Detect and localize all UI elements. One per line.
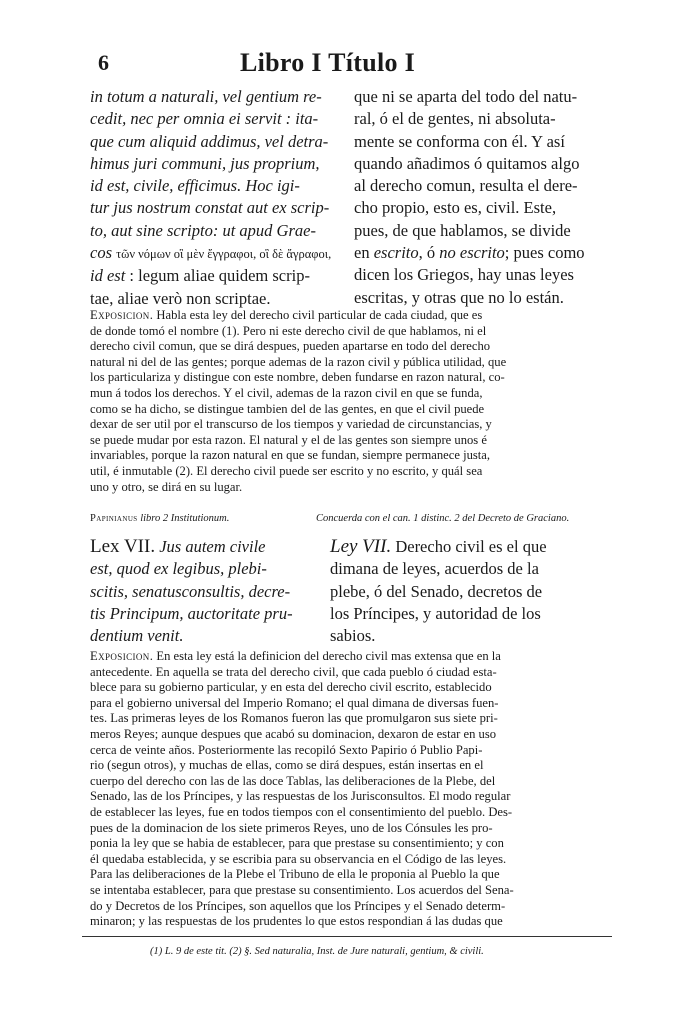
ley-first-line <box>330 536 547 558</box>
commentary-line: los particulariza y distingue con este nombre, deben fundarse en razon natural, co- <box>90 370 505 385</box>
commentary-line: dexar de ser util por el transcurso de los tiempos y variedad de circunstancias, y <box>90 417 492 432</box>
latin-line: cedit, nec per omnia ei servit : ita- <box>90 109 319 129</box>
commentary-line: meros Reyes; aunque despues que acabó su dominacion, dexaron de estar en uso <box>90 726 497 741</box>
commentary-first-line <box>90 649 514 665</box>
ley-line: dimana de leyes, acuerdos de la <box>330 559 539 579</box>
commentary-line: de establecer las leyes, fue en todos tiempos con el consentimiento del pueblo. Des- <box>90 804 513 819</box>
spanish-italic-escrito: escrito <box>373 243 419 263</box>
latin-line: tur jus nostrum constat aut ex scrip- <box>90 198 330 218</box>
spanish-line: quando añadimos ó quitamos algo <box>354 153 580 173</box>
commentary-line: Senado, las de los Príncipes, y las respuestas de los Jurisconsultos. El modo regular <box>90 789 511 804</box>
latin-column <box>90 86 331 310</box>
ley-line: sabios. <box>330 626 376 646</box>
commentary-line: minaron; y las respuestas de los prudentes lo que estos respondian á las dudas que <box>90 914 503 929</box>
spanish-fragment: , ó <box>418 243 436 263</box>
spanish-line <box>354 242 585 264</box>
latin-line: in totum a naturali, vel gentium re- <box>90 87 322 106</box>
lex-heading: Lex VII. <box>90 536 156 557</box>
commentary-line: antecedente. En aquella se trata del derecho civil, que cada pueblo ó ciudad esta- <box>90 664 497 679</box>
lex-line: dentium venit. <box>90 626 184 646</box>
commentary-line: util, é inmutable (2). El derecho civil puede ser escrito y no escrito, y quál sea <box>90 463 483 478</box>
spanish-column <box>354 86 585 309</box>
spanish-italic-no-escrito: no escrito <box>439 243 505 263</box>
spanish-fragment: en <box>354 243 370 263</box>
commentary-line: derecho civil comun, que se dirá despues, pueden apartarse en todo del derecho <box>90 339 491 354</box>
commentary-line: como se ha dicho, se distingue tambien del de las gentes, en que el civil puede <box>90 401 485 416</box>
footnote-divider <box>82 936 612 937</box>
spanish-line: que ni se aparta del todo del natu- <box>354 87 578 106</box>
latin-greek-line <box>90 242 331 265</box>
lex-line: est, quod ex legibus, plebi- <box>90 559 267 579</box>
latin-line <box>90 265 331 287</box>
commentary-line: para el gobierno universal del Imperio Romano; el qual dimana de diversas fuen- <box>90 695 499 710</box>
commentary-line: cerca de veinte años. Posteriormente las recopiló Sexto Papirio ó Publio Papi- <box>90 742 483 757</box>
lex-vii-latin <box>90 536 293 647</box>
commentary-line: invariables, porque la razon natural en que se fundan, siempre permanece justa, <box>90 448 491 463</box>
latin-id-est: id est <box>90 266 126 286</box>
commentary-line: mun á todos los derechos. Y el civil, ademas de la razon civil en que se funda, <box>90 385 483 400</box>
greek-phrase: τῶν νόμων οἳ μὲν ἔγγραφοι, οἳ δὲ ἄγραφοι, <box>116 247 332 262</box>
commentary-line: cuerpo del derecho con las de las doce Tablas, las deliberaciones de la Plebe, del <box>90 773 496 788</box>
commentary-line: pues de la dominacion de los siete primeros Reyes, uno de los Cónsules les pro- <box>90 820 493 835</box>
source-author: Papinianus <box>90 513 138 524</box>
latin-line: himus juri communi, jus proprium, <box>90 153 320 173</box>
lex-first-line <box>90 536 293 558</box>
exposicion-label: Exposicion. <box>90 649 154 663</box>
commentary-text: Habla esta ley del derecho civil particular de cada ciudad, que es <box>156 308 483 322</box>
lex-line: scitis, senatusconsultis, decre- <box>90 581 291 601</box>
commentary-line: rio (segun otros), y muchas de ellas, como se dirá despues, están insertas en el <box>90 758 484 773</box>
page-number: 6 <box>98 50 109 75</box>
ley-heading: Ley VII. <box>330 536 392 557</box>
commentary-line: ponia la ley que se habia de establecer, para que prestase su consentimiento; y con <box>90 836 504 851</box>
commentary-line: do y Decretos de los Príncipes, son aquellos que los Príncipes y el Senado determ- <box>90 898 506 913</box>
ley-line: los Príncipes, y autoridad de los <box>330 603 541 623</box>
source-papinianus <box>90 513 229 524</box>
lex-line: tis Principum, auctoritate pru- <box>90 603 293 623</box>
spanish-line: dicen los Griegos, hay unas leyes <box>354 265 574 285</box>
latin-line: que cum aliquid addimus, vel detra- <box>90 131 329 151</box>
commentary-line: de donde tomó el nombre (1). Pero ni este derecho civil de que hablamos, ni el <box>90 323 487 338</box>
spanish-line: ral, ó el de gentes, ni absoluta- <box>354 109 556 129</box>
commentary-1 <box>90 308 506 495</box>
spanish-line: mente se conforma con él. Y así <box>354 131 565 151</box>
spanish-line: pues, de que hablamos, se divide <box>354 220 571 240</box>
latin-greek-prefix: cos <box>90 243 112 263</box>
latin-line: tae, aliae verò non scriptae. <box>90 288 271 308</box>
commentary-line: se puede mudar por esta razon. El natural y el de las gentes son siempre unos é <box>90 432 487 447</box>
lex-text: Jus autem civile <box>159 537 266 556</box>
commentary-line: tes. Las primeras leyes de los Romanos fueron las que promulgaron sus siete pri- <box>90 711 498 726</box>
exposicion-label: Exposicion. <box>90 308 154 322</box>
spanish-fragment: ; pues como <box>504 243 585 263</box>
commentary-2 <box>90 649 514 930</box>
commentary-line: natural ni del de las gentes; porque ademas de la razon civil y pública utilidad, que <box>90 354 507 369</box>
commentary-line: Para las deliberaciones de la Plebe el Tribuno de ella le proponia al Pueblo la que <box>90 867 500 882</box>
latin-line: id est, civile, efficimus. Hoc igi- <box>90 176 300 196</box>
commentary-line: se intentaba establecer, para que prestase su consentimiento. Los acuerdos del Sena- <box>90 882 514 897</box>
latin-line-roman: : legum aliae quidem scrip- <box>129 266 310 286</box>
latin-line: to, aut sine scripto: ut apud Grae- <box>90 220 316 240</box>
ley-line: plebe, ó del Senado, decretos de <box>330 581 543 601</box>
source-work: libro 2 Institutionum. <box>140 513 230 524</box>
commentary-text: En esta ley está la definicion del derecho civil mas extensa que en la <box>156 649 501 663</box>
ley-text: Derecho civil es el que <box>395 537 547 556</box>
running-title: Libro I Título I <box>240 48 416 77</box>
spanish-line: cho propio, esto es, civil. Este, <box>354 198 557 218</box>
commentary-line: él quedaba establecida, y se escribia para su observancia en el Código de las leyes. <box>90 851 507 866</box>
ley-vii-spanish <box>330 536 547 647</box>
spanish-line: escritas, y otras que no lo están. <box>354 287 564 307</box>
spanish-line: al derecho comun, resulta el dere- <box>354 176 578 196</box>
footnote: (1) L. 9 de este tit. (2) §. Sed naturalia, Inst. de Jure naturali, gentium, & civili. <box>150 946 484 957</box>
source-concordance: Concuerda con el can. 1 distinc. 2 del Decreto de Graciano. <box>316 513 570 524</box>
commentary-line: uno y otro, se dirá en su lugar. <box>90 479 243 494</box>
commentary-line: blece para su gobierno particular, y en esta del derecho civil escrito, establecido <box>90 680 492 695</box>
commentary-first-line <box>90 308 506 324</box>
